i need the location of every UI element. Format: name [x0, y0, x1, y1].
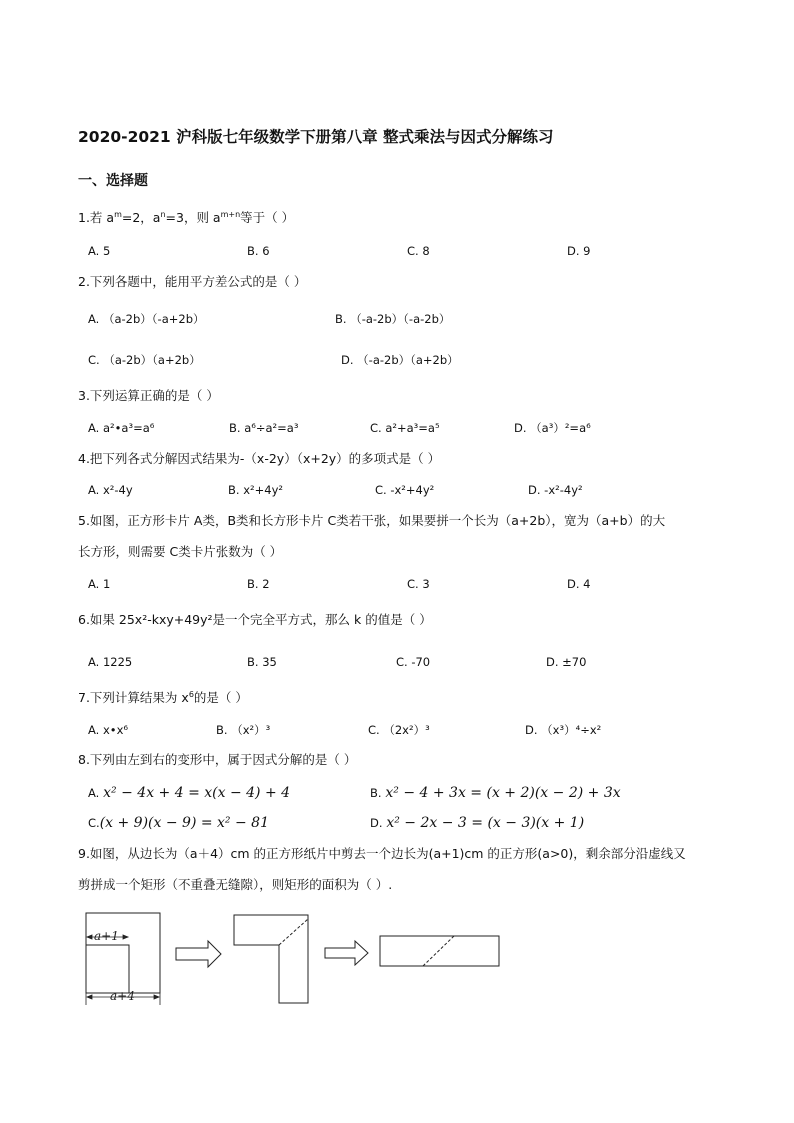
- question-2-option-a: A. （a-2b）（-a+2b）: [88, 312, 205, 326]
- question-3-option-a: A. a²•a³=a⁶: [88, 421, 155, 435]
- question-9-figure: [70, 905, 510, 1010]
- question-8-stem: 8.下列由左到右的变形中，属于因式分解的是（ ）: [78, 752, 357, 767]
- question-8-option-a: A. x² − 4x + 4 = x(x − 4) + 4: [88, 785, 291, 801]
- result-rectangle: [380, 936, 499, 966]
- question-9-stem-line-1: 9.如图，从边长为（a＋4）cm 的正方形纸片中剪去一个边长为(a+1)cm 的正方形(a>0)，剩余部分沿虚线又: [78, 846, 686, 861]
- question-4-option-d: D. -x²-4y²: [528, 483, 583, 497]
- question-1-option-b: B. 6: [247, 244, 270, 258]
- label-a-plus-1: a+1: [94, 929, 119, 943]
- question-2-option-b: B. （-a-2b）（-a-2b）: [335, 312, 451, 326]
- question-7-option-a: A. x•x⁶: [88, 723, 128, 737]
- question-1-option-a: A. 5: [88, 244, 111, 258]
- question-6-option-b: B. 35: [247, 655, 277, 669]
- question-5-option-c: C. 3: [407, 577, 430, 591]
- question-3-option-d: D. （a³）²=a⁶: [514, 421, 591, 435]
- original-square: [86, 913, 160, 993]
- question-5-option-b: B. 2: [247, 577, 270, 591]
- question-1-option-d: D. 9: [567, 244, 591, 258]
- question-8-option-b: B. x² − 4 + 3x = (x + 2)(x − 2) + 3x: [370, 785, 621, 801]
- page-title: 2020-2021 沪科版七年级数学下册第八章 整式乘法与因式分解练习: [78, 128, 554, 146]
- section-heading: 一、选择题: [78, 173, 148, 189]
- question-8-option-d: D. x² − 2x − 3 = (x − 3)(x + 1): [370, 815, 585, 831]
- question-6-option-c: C. -70: [396, 655, 431, 669]
- cut-and-rearrange-diagram: [70, 905, 510, 1010]
- question-6-option-d: D. ±70: [546, 655, 587, 669]
- question-2-option-c: C. （a-2b）（a+2b）: [88, 353, 201, 367]
- question-3-stem: 3.下列运算正确的是（ ）: [78, 388, 219, 403]
- question-5-option-d: D. 4: [567, 577, 591, 591]
- question-4-option-b: B. x²+4y²: [228, 483, 283, 497]
- question-5-option-a: A. 1: [88, 577, 111, 591]
- question-3-option-b: B. a⁶÷a²=a³: [229, 421, 299, 435]
- l-shaped-remainder: [234, 915, 308, 1003]
- question-7-option-b: B. （x²）³: [216, 723, 271, 737]
- question-1-option-c: C. 8: [407, 244, 430, 258]
- question-7-stem: 7.下列计算结果为 $x^6$的是（ ）: [78, 690, 248, 705]
- label-a-plus-4: a+4: [110, 989, 135, 1003]
- question-4-stem: 4.把下列各式分解因式结果为-（x-2y）（x+2y）的多项式是（ ）: [78, 451, 441, 466]
- question-2-option-d: D. （-a-2b）（a+2b）: [341, 353, 459, 367]
- arrow-right-icon: [176, 941, 221, 967]
- question-5-stem-line-1: 5.如图，正方形卡片 A类，B类和长方形卡片 C类若干张，如果要拼一个长为（a+2b），宽为（a+b）的大: [78, 513, 666, 528]
- question-4-option-a: A. x²-4y: [88, 483, 133, 497]
- question-4-option-c: C. -x²+4y²: [375, 483, 435, 497]
- arrow-right-icon: [325, 941, 368, 965]
- question-6-stem: 6.如果 25x²-kxy+49y²是一个完全平方式，那么 k 的值是（ ）: [78, 612, 432, 627]
- question-3-option-c: C. a²+a³=a⁵: [370, 421, 440, 435]
- question-9-stem-line-2: 剪拼成一个矩形（不重叠无缝隙），则矩形的面积为（ ）.: [78, 877, 393, 892]
- question-6-option-a: A. 1225: [88, 655, 133, 669]
- question-2-stem: 2.下列各题中，能用平方差公式的是（ ）: [78, 274, 307, 289]
- question-1-stem: 1.若 $a^m=2$，$a^n=3$，则 $a^{m+n}$等于（ ）: [78, 210, 295, 225]
- question-8-option-c: C.(x + 9)(x − 9) = x² − 81: [88, 815, 269, 831]
- question-7-option-c: C. （2x²）³: [368, 723, 430, 737]
- question-7-option-d: D. （x³）⁴÷x²: [525, 723, 602, 737]
- question-5-stem-line-2: 长方形，则需要 C类卡片张数为（ ）: [78, 544, 283, 559]
